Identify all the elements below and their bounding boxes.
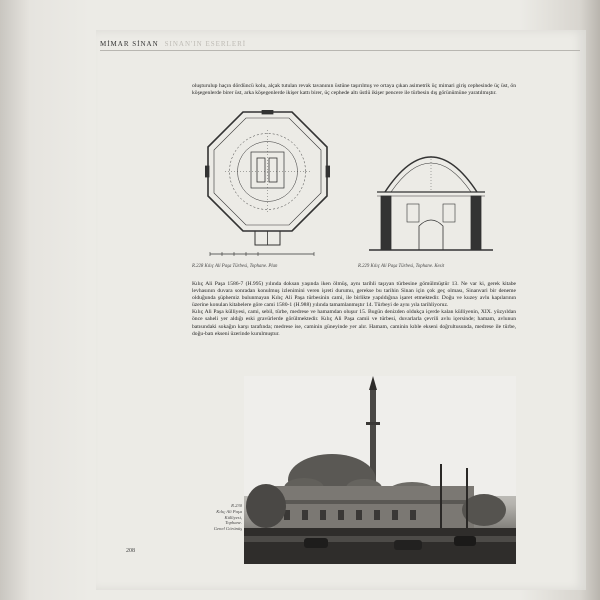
running-head-title: MİMAR SİNAN <box>100 40 159 48</box>
section-drawing <box>367 130 495 258</box>
scale-bar <box>208 244 318 250</box>
figure-230-caption-line: Kılıç Ali Paşa <box>216 508 242 514</box>
running-head <box>100 40 580 48</box>
page-number: 208 <box>126 548 135 554</box>
plan-drawing-svg <box>205 110 330 250</box>
figure-230-caption-line: Tophane. <box>225 520 242 526</box>
section-drawing-svg <box>367 130 495 258</box>
figure-230-caption-line: R.230 <box>231 503 242 508</box>
figure-229-caption: R.229 Kılıç Ali Paşa Türbesi, Tophane. Kesit <box>358 264 445 269</box>
running-head-faded: SINAN'IN ESERLERİ <box>164 40 247 48</box>
paragraph-top: oluşturulup haçın dördüncü kolu, alçak tutulan revak tavanının üstüne taşırılmış ve ortaya çıkan asimetrik üç mimari giriş cephesinde üç üst, ön köşegenlerde birer üst, arka köşegenlerde ikişer kattı birer, üç cephede altı üstlü ikişer pencere ile türbesin dış görünümüne yaratılmıştır. <box>192 83 516 97</box>
figure-230-caption-line: Külliyesi, <box>224 514 242 520</box>
paragraph-main: Kılıç Ali Paşa 1586-7 (H.995) yılında doksan yaşında iken ölmüş, aynı tarihli taşıyan türbesine gömülmüştür 13. Ne var ki, gerek kitabe levhasının duvara sonradan konulmuş izlenimini veren işreti durumu, gerekse bu tarihin Sinan için çok geç olması, Sinanvari bir deneme olduğunda şüphemiz bulunmayan Kılıç Ali Paşa türbesinin cami, ile birlikte yapıldığına işaret etmektedir. Doğu ve kuzey avlu kapılarının üzerine konulan kitabelere göre cami 1580-1 (H.988) yılında tamamlanmıştır 14. Türbeyi de aynı yıla tarihliyoruz. Kılıç Ali Paşa külliyesi, cami, sebil, türbe, medrese ve hamamdan oluşur 15. Bugün denizden oldukça içerde kalan külliyenin, XIX. yüzyıldan önce saheli yer aldığı eski gravürlerde görülmektedir. Kılıç Ali Paşa camii ve türbesi, duvarlarla çevrili avlu içersinde; hamam, avlunun batısındaki sokağın karşı tarafında; medrese ise, caminin güneyinde yer alır. Hamam, caminin kıble ekseni doğrultusunda, medrese ile türbe, doğu-batı ekseni üzerinde kurulmuştur. <box>192 281 516 337</box>
photo-svg <box>244 376 516 564</box>
plan-drawing <box>205 110 330 250</box>
figure-230-caption-line: Genel Görünüş <box>213 526 242 532</box>
figure-228-caption: R.228 Kılıç Ali Paşa Türbesi, Tophane. Plan <box>192 264 278 269</box>
figure-230-caption <box>196 503 242 532</box>
kilic-ali-pasa-photo <box>244 376 516 564</box>
running-head-rule <box>100 50 580 51</box>
